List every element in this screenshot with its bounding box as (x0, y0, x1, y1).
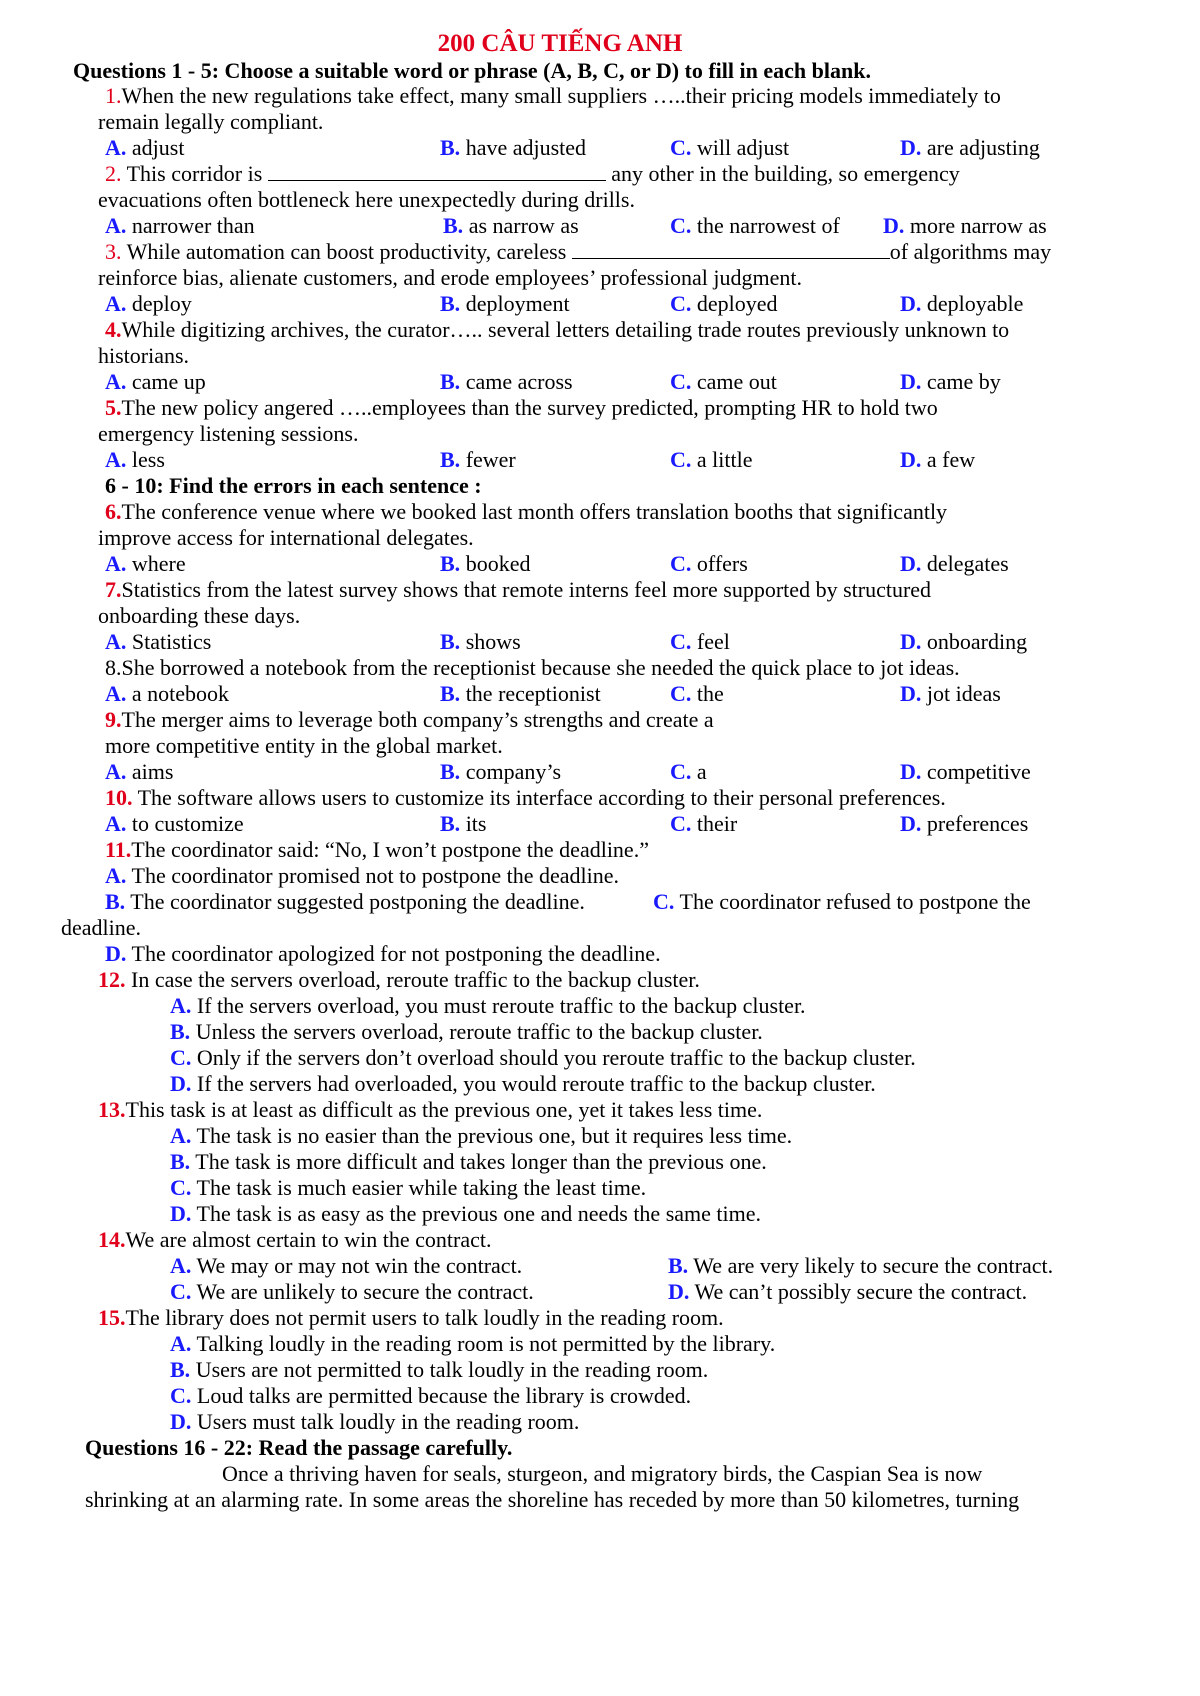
option-b: B. company’s (440, 759, 562, 784)
option-c: C. the narrowest of (670, 213, 840, 238)
option-b: B. the receptionist (440, 681, 601, 706)
question-13: 13.This task is at least as difficult as the previous one, yet it takes less time. (98, 1097, 763, 1122)
question-text: When the new regulations take effect, many small suppliers …..their pricing models immediately to (121, 83, 1001, 108)
option-c: C. a (670, 759, 707, 784)
question-7: 7.Statistics from the latest survey shows that remote interns feel more supported by structured (105, 577, 932, 602)
option-c: C. came out (670, 369, 777, 394)
answer-blank (268, 162, 606, 181)
option-b: B. deployment (440, 291, 570, 316)
option-a: A. aims (105, 759, 174, 784)
option-b: B. booked (440, 551, 531, 576)
option-d: D. The coordinator apologized for not postponing the deadline. (105, 941, 661, 966)
question-2: 2. This corridor is any other in the building, so emergency (105, 161, 960, 186)
option-b: B. fewer (440, 447, 516, 472)
option-d: D. more narrow as (883, 213, 1047, 238)
option-b: B. its (440, 811, 487, 836)
option-c: C. will adjust (670, 135, 790, 160)
option-a: A. Talking loudly in the reading room is not permitted by the library. (170, 1331, 776, 1356)
option-c: C. deployed (670, 291, 778, 316)
option-a: A. a notebook (105, 681, 230, 706)
option-c: C. Only if the servers don’t overload should you reroute traffic to the backup cluster. (170, 1045, 916, 1070)
option-b: B. shows (440, 629, 521, 654)
option-a: A. The coordinator promised not to postpone the deadline. (105, 863, 620, 888)
option-d: D. jot ideas (900, 681, 1001, 706)
option-a: A. If the servers overload, you must reroute traffic to the backup cluster. (170, 993, 806, 1018)
option-b: B. The coordinator suggested postponing the deadline. (105, 889, 585, 914)
question-6-continued: improve access for international delegates. (98, 525, 474, 550)
question-6: 6.The conference venue where we booked last month offers translation booths that significantly (105, 499, 948, 524)
document-title: 200 CÂU TIẾNG ANH (437, 30, 683, 57)
option-b: B. Unless the servers overload, reroute traffic to the backup cluster. (170, 1019, 763, 1044)
option-b: B. came across (440, 369, 573, 394)
option-d: D. The task is as easy as the previous one and needs the same time. (170, 1201, 762, 1226)
option-d: D. a few (900, 447, 976, 472)
question-9: 9.The merger aims to leverage both company’s strengths and create a (105, 707, 714, 732)
option-d: D. delegates (900, 551, 1009, 576)
option-a: A. came up (105, 369, 206, 394)
option-c: C. their (670, 811, 738, 836)
option-a: A. less (105, 447, 165, 472)
option-c: C. offers (670, 551, 748, 576)
option-c-continued: deadline. (61, 915, 142, 940)
question-4-continued: historians. (98, 343, 190, 368)
option-c: C. The task is much easier while taking the least time. (170, 1175, 647, 1200)
question-7-continued: onboarding these days. (98, 603, 301, 628)
option-d: D. We can’t possibly secure the contract. (668, 1279, 1028, 1304)
option-c: C. a little (670, 447, 753, 472)
question-5-continued: emergency listening sessions. (98, 421, 359, 446)
option-c: C. We are unlikely to secure the contract. (170, 1279, 534, 1304)
section-heading-3: Questions 16 - 22: Read the passage carefully. (85, 1435, 513, 1460)
option-d: D. competitive (900, 759, 1031, 784)
option-d: D. Users must talk loudly in the reading room. (170, 1409, 580, 1434)
question-12: 12. In case the servers overload, reroute traffic to the backup cluster. (98, 967, 700, 992)
question-number: 1. (105, 83, 122, 108)
option-a: A. adjust (105, 135, 185, 160)
option-d: D. If the servers had overloaded, you would reroute traffic to the backup cluster. (170, 1071, 876, 1096)
option-b: B. Users are not permitted to talk loudly in the reading room. (170, 1357, 709, 1382)
option-b: B. have adjusted (440, 135, 587, 160)
question-1-continued: remain legally compliant. (98, 109, 324, 134)
option-a: A. We may or may not win the contract. (170, 1253, 523, 1278)
option-d: D. onboarding (900, 629, 1028, 654)
option-d: D. are adjusting (900, 135, 1040, 160)
question-9-continued: more competitive entity in the global market. (105, 733, 503, 758)
option-d: D. deployable (900, 291, 1024, 316)
question-11: 11.The coordinator said: “No, I won’t postpone the deadline.” (105, 837, 649, 862)
question-2-continued: evacuations often bottleneck here unexpectedly during drills. (98, 187, 635, 212)
option-d: D. preferences (900, 811, 1029, 836)
option-a: A. narrower than (105, 213, 255, 238)
option-b: B. The task is more difficult and takes longer than the previous one. (170, 1149, 767, 1174)
option-d: D. came by (900, 369, 1001, 394)
option-c: C. the (670, 681, 724, 706)
question-14: 14.We are almost certain to win the contract. (98, 1227, 492, 1252)
question-8: 8.She borrowed a notebook from the receptionist because she needed the quick place to jot ideas. (105, 655, 960, 680)
question-10: 10. The software allows users to customize its interface according to their personal preferences. (105, 785, 946, 810)
section-heading-1: Questions 1 - 5: Choose a suitable word or phrase (A, B, C, or D) to fill in each blank. (73, 58, 871, 83)
option-a: A. to customize (105, 811, 244, 836)
question-3: 3. While automation can boost productivity, careless of algorithms may (105, 239, 1052, 264)
option-c: C. feel (670, 629, 730, 654)
question-5: 5.The new policy angered …..employees than the survey predicted, prompting HR to hold two (105, 395, 938, 420)
option-a: A. deploy (105, 291, 192, 316)
option-a: A. Statistics (105, 629, 212, 654)
section-heading-2: 6 - 10: Find the errors in each sentence : (105, 473, 482, 498)
question-1 (105, 82, 1001, 110)
passage-line-2: shrinking at an alarming rate. In some areas the shoreline has receded by more than 50 kilometres, turning (85, 1487, 1020, 1512)
question-15: 15.The library does not permit users to talk loudly in the reading room. (98, 1305, 724, 1330)
question-4: 4.While digitizing archives, the curator….. several letters detailing trade routes previously unknown to (105, 317, 1010, 342)
option-c: C. Loud talks are permitted because the library is crowded. (170, 1383, 692, 1408)
passage-line-1: Once a thriving haven for seals, sturgeon, and migratory birds, the Caspian Sea is now (222, 1461, 983, 1486)
option-a: A. where (105, 551, 186, 576)
option-b: B. as narrow as (443, 213, 579, 238)
answer-blank (572, 240, 890, 259)
question-3-continued: reinforce bias, alienate customers, and erode employees’ professional judgment. (98, 265, 802, 290)
option-a: A. The task is no easier than the previous one, but it requires less time. (170, 1123, 793, 1148)
option-c: C. The coordinator refused to postpone the (653, 889, 1031, 914)
option-b: B. We are very likely to secure the contract. (668, 1253, 1054, 1278)
